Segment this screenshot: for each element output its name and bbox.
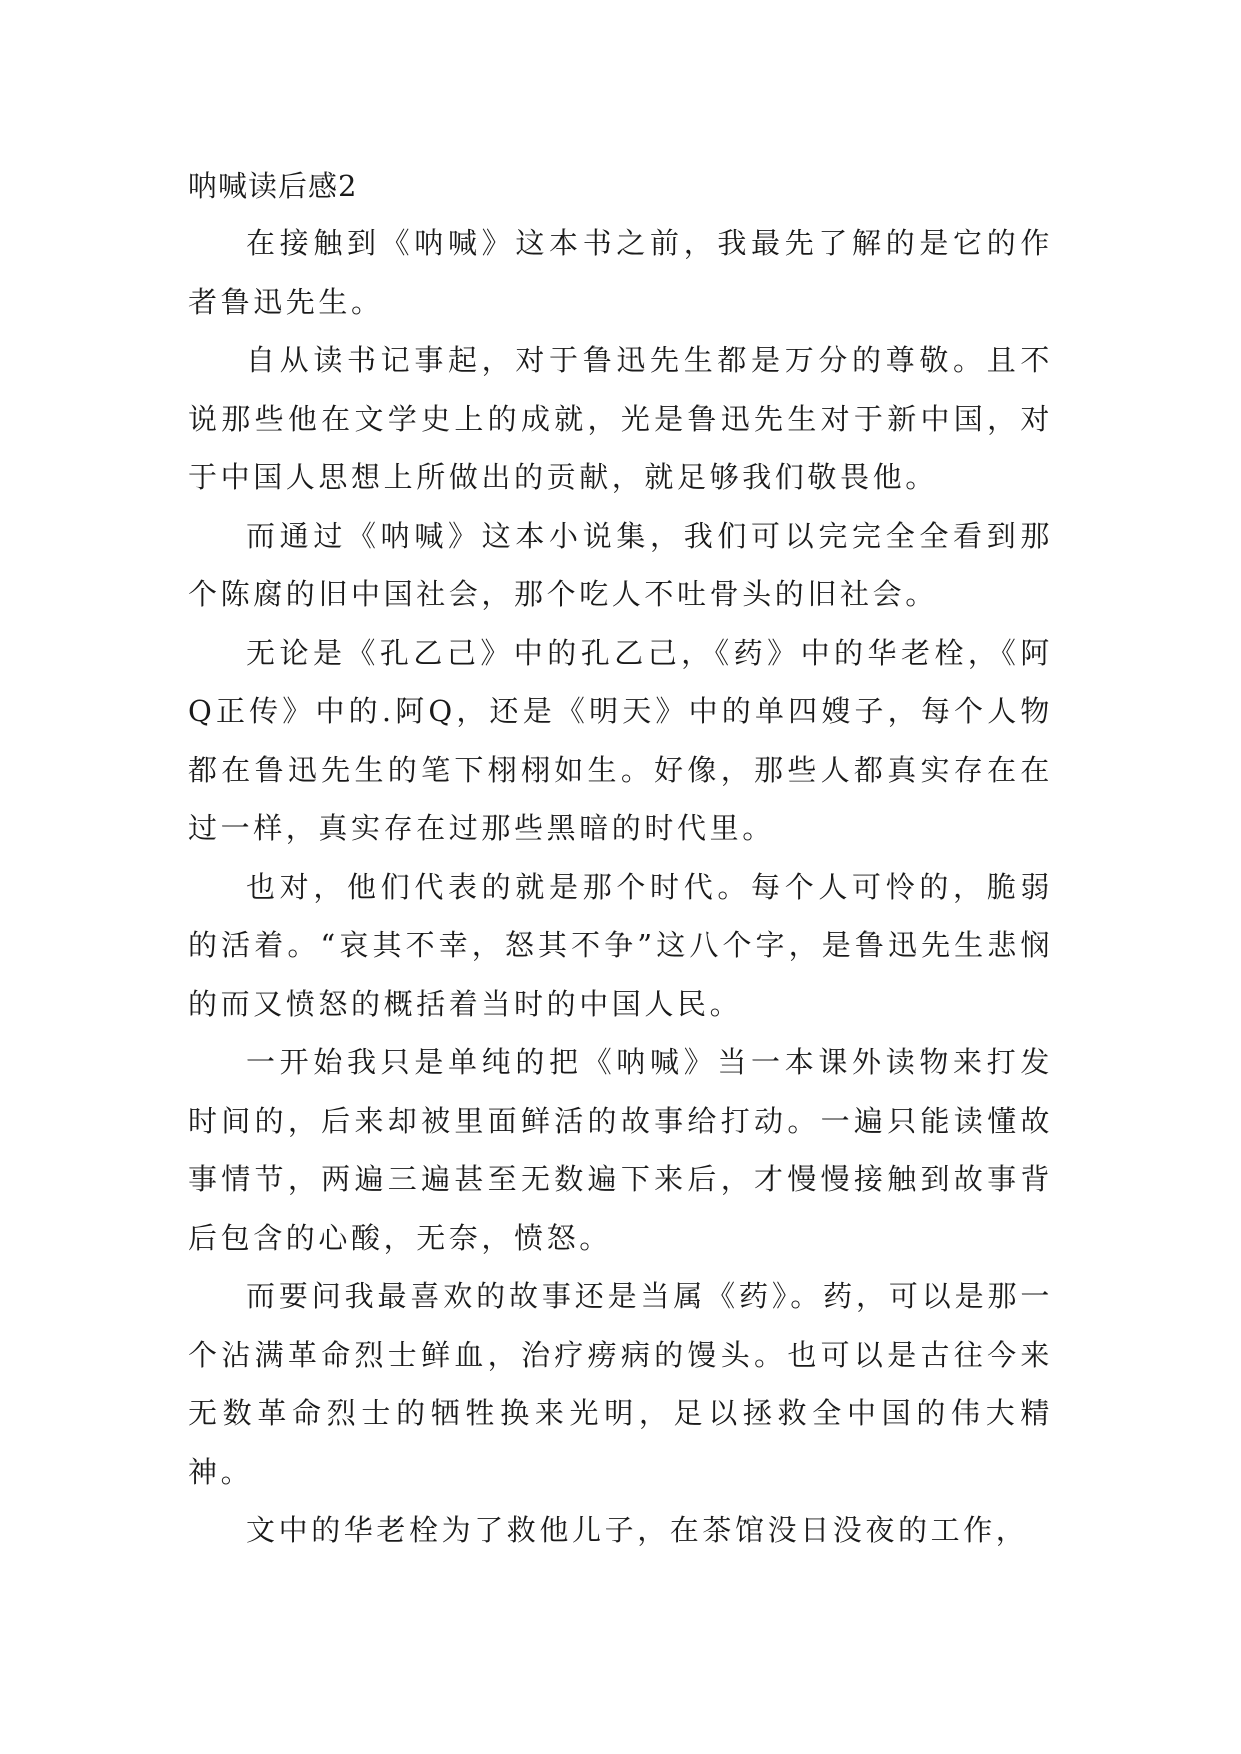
document-title: 呐喊读后感2 [188, 169, 358, 203]
paragraph-6: 一开始我只是单纯的把《呐喊》当一本课外读物来打发时间的，后来却被里面鲜活的故事给打动。一遍只能读懂故事情节，两遍三遍甚至无数遍下来后，才慢慢接触到故事背后包含的心酸，无奈，愤怒。 [188, 1045, 1053, 1255]
paragraph-3: 而通过《呐喊》这本小说集，我们可以完完全全看到那个陈腐的旧中国社会，那个吃人不吐骨头的旧社会。 [188, 518, 1053, 611]
paragraph-8: 文中的华老栓为了救他儿子，在茶馆没日没夜的工作， [246, 1513, 1029, 1547]
paragraph-5: 也对，他们代表的就是那个时代。每个人可怜的，脆弱的活着。“哀其不幸，怒其不争”这八个字，是鲁迅先生悲悯的而又愤怒的概括着当时的中国人民。 [188, 869, 1053, 1021]
paragraph-7: 而要问我最喜欢的故事还是当属《药》。药，可以是那一个沾满革命烈士鲜血，治疗痨病的馒头。也可以是古往今来无数革命烈士的牺牲换来光明，足以拯救全中国的伟大精神。 [188, 1279, 1053, 1489]
paragraph-4: 无论是《孔乙己》中的孔乙己，《药》中的华老栓，《阿Q正传》中的.阿Q，还是《明天》中的单四嫂子，每个人物都在鲁迅先生的笔下栩栩如生。好像，那些人都真实存在在过一样，真实存在过那些黑暗的时代里。 [188, 635, 1053, 845]
document-body [188, 158, 1053, 1560]
paragraph-1: 在接触到《呐喊》这本书之前，我最先了解的是它的作者鲁迅先生。 [188, 226, 1053, 319]
paragraph-2: 自从读书记事起，对于鲁迅先生都是万分的尊敬。且不说那些他在文学史上的成就，光是鲁迅先生对于新中国，对于中国人思想上所做出的贡献，就足够我们敬畏他。 [188, 343, 1053, 494]
